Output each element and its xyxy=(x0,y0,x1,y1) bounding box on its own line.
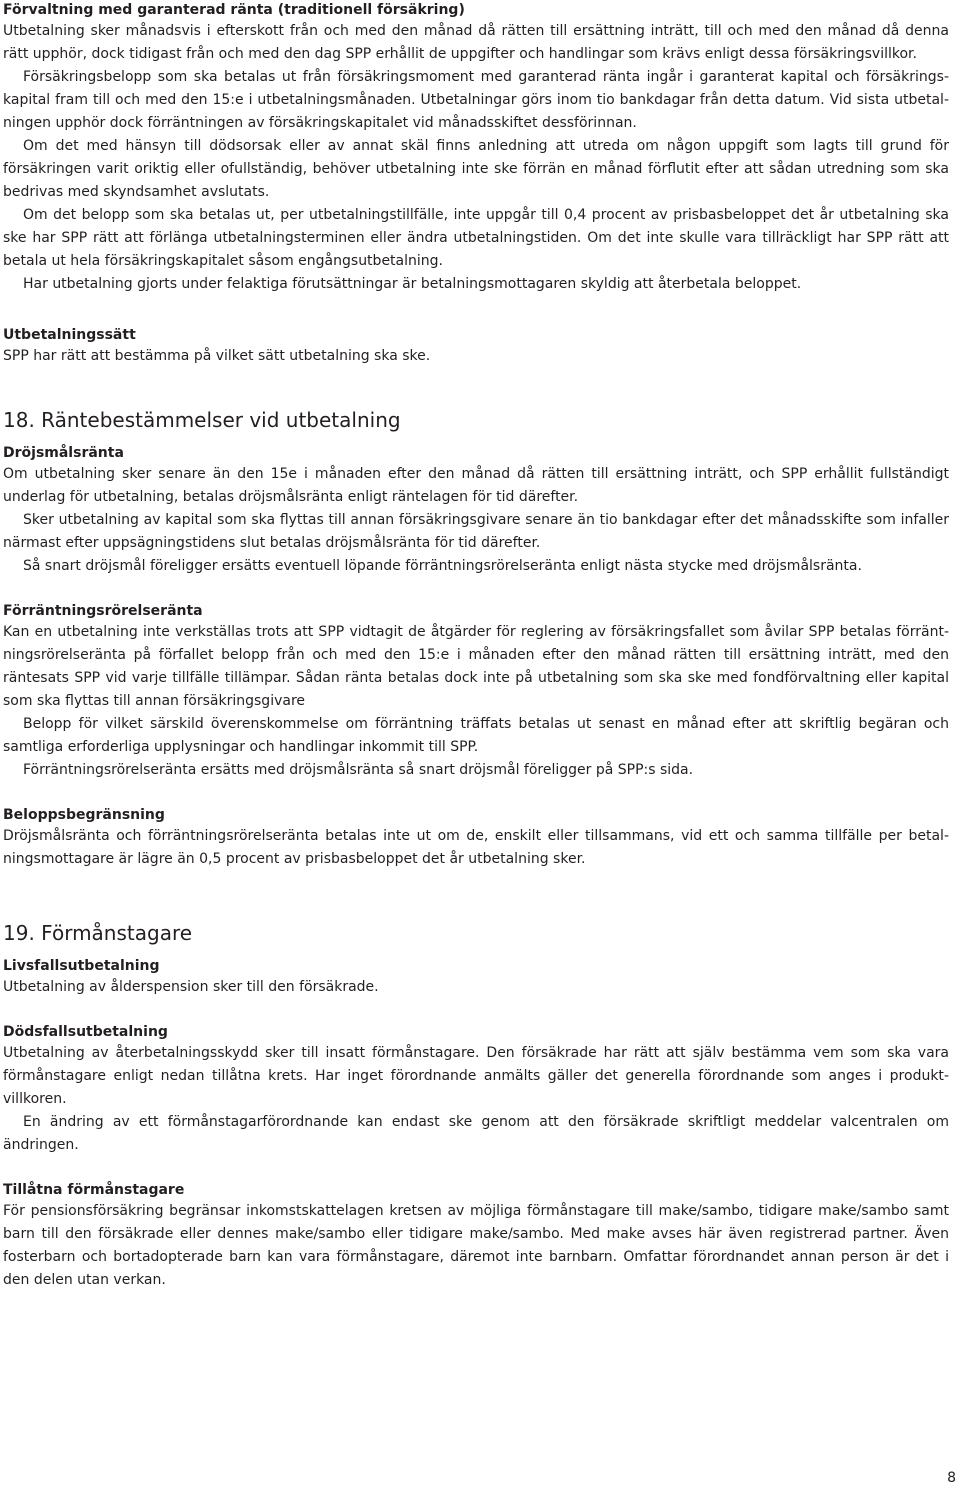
paragraph: Om utbetalning sker senare än den 15e i månaden efter den månad då rätten till ersättning inträtt, och SPP erhållit fullständigt underlag för utbetalning, betalas dröjsmålsränta enligt räntelagen för tid därefter. xyxy=(3,466,949,505)
paragraph: Utbetalning av ålderspension sker till den försäkrade. xyxy=(3,979,379,995)
paragraph: SPP har rätt att bestämma på vilket sätt utbetalning ska ske. xyxy=(3,348,431,364)
paragraph: Dröjsmålsränta och förräntningsrörelseränta betalas inte ut om de, enskilt eller tillsammans, vid ett och samma tillfälle per betalningsmottagare är lägre än 0,5 procent av prisbasbeloppet det år utbetalning sker. xyxy=(3,828,949,867)
heading-utbetalningssatt: Utbetalningssätt xyxy=(3,327,136,343)
paragraph: Försäkringsbelopp som ska betalas ut från försäkringsmoment med garanterad ränta ingår i garanterat kapital och försäkringskapital fram till och med den 15:e i utbetalningsmånaden. Utbetalningar görs inom tio bankdagar från detta datum. Vid sista utbetalningen upphör dock förräntningen av försäkringskapitalet vid månadsskiftet dessförinnan. xyxy=(3,69,949,131)
section-utbetalningssatt xyxy=(3,325,949,368)
section-forvaltning xyxy=(3,0,949,296)
paragraph: Utbetalning sker månadsvis i efterskott från och med den månad då rätten till ersättning inträtt, till och med den månad då denna rätt upphör, dock tidigast från och med den dag SPP erhållit de uppgifter och handlingar som krävs enligt dessa försäkringsvillkor. xyxy=(3,23,949,62)
paragraph: Kan en utbetalning inte verkställas trots att SPP vidtagit de åtgärder för reglering av försäkringsfallet som åvilar SPP betalas förräntningsrörelseränta på förfallet belopp från och med den 15:e i månaden efter den månad rätten till ersättning inträtt, med den räntesats SPP vid varje tillfälle tillämpar. Sådan ränta betalas dock inte på utbetalning som ska ske med fondförvaltning eller kapital som ska flyttas till annan försäkringsgivare xyxy=(3,624,949,709)
heading-livsfallsutbetalning: Livsfallsutbetalning xyxy=(3,958,160,974)
paragraph: För pensionsförsäkring begränsar inkomstskattelagen kretsen av möjliga förmånstagare till make/sambo, tidigare make/sambo samt barn till den försäkrade eller dennes make/sambo eller tidigare make/sambo. Med make avses här även registrerad partner. Även fosterbarn och bortadopterade barn kan vara förmånstagare, däremot inte barnbarn. Omfattar förordnandet annan person är det i den delen utan verkan. xyxy=(3,1203,949,1288)
heading-forrantningsrorelseranta: Förräntningsrörelseränta xyxy=(3,603,203,619)
heading-tillatna-formanstagare: Tillåtna förmånstagare xyxy=(3,1182,185,1198)
section-title-19: 19. Förmånstagare xyxy=(3,921,193,945)
paragraph: Om det med hänsyn till dödsorsak eller av annat skäl finns anledning att utreda om någon uppgift som lagts till grund för försäkringen varit oriktig eller ofullständig, behöver utbetalning inte ske förrän en månad förflutit efter att sådan utredning som ska bedrivas med skyndsamhet avslutats. xyxy=(3,138,949,200)
page-number: 8 xyxy=(947,1470,956,1486)
paragraph: Belopp för vilket särskild överenskommelse om förräntning träffats betalas ut senast en månad efter att skriftlig begäran och samtliga erforderliga upplysningar och handlingar inkommit till SPP. xyxy=(3,716,949,755)
section-19 xyxy=(3,920,949,1292)
paragraph: Har utbetalning gjorts under felaktiga förutsättningar är betalningsmottagaren skyldig att återbetala beloppet. xyxy=(23,276,802,292)
paragraph: Så snart dröjsmål föreligger ersätts eventuell löpande förräntningsrörelseränta enligt nästa stycke med dröjsmålsränta. xyxy=(23,558,862,574)
paragraph: Om det belopp som ska betalas ut, per utbetalningstillfälle, inte uppgår till 0,4 procent av prisbasbeloppet det år utbetalning ska ske har SPP rätt att förlänga utbetalningsterminen eller ändra utbetalningstiden. Om det inte skulle vara tillräckligt har SPP rätt att betala ut hela försäkringskapitalet såsom engångsutbetalning. xyxy=(3,207,949,269)
section-title-18: 18. Räntebestämmelser vid utbetalning xyxy=(3,408,401,432)
heading-drojsmalsranta: Dröjsmålsränta xyxy=(3,445,124,461)
heading-forvaltning: Förvaltning med garanterad ränta (traditionell försäkring) xyxy=(3,2,465,18)
paragraph: En ändring av ett förmånstagarförordnande kan endast ske genom att den försäkrade skriftligt meddelar valcentralen om ändringen. xyxy=(3,1114,949,1153)
paragraph: Utbetalning av återbetalningsskydd sker till insatt förmånstagare. Den försäkrade har rätt att själv bestämma vem som ska vara förmånstagare enligt nedan tillåtna krets. Har inget förordnande anmälts gäller det generella förordnande som anges i produktvillkoren. xyxy=(3,1045,949,1107)
heading-beloppsbegransning: Beloppsbegränsning xyxy=(3,807,165,823)
heading-dodsfallsutbetalning: Dödsfallsutbetalning xyxy=(3,1024,168,1040)
paragraph: Sker utbetalning av kapital som ska flyttas till annan försäkringsgivare senare än tio bankdagar efter det månadsskifte som infaller närmast efter uppsägningstidens slut betalas dröjsmålsränta för tid därefter. xyxy=(3,512,949,551)
section-18 xyxy=(3,407,949,871)
paragraph: Förräntningsrörelseränta ersätts med dröjsmålsränta så snart dröjsmål föreligger på SPP:s sida. xyxy=(23,762,694,778)
